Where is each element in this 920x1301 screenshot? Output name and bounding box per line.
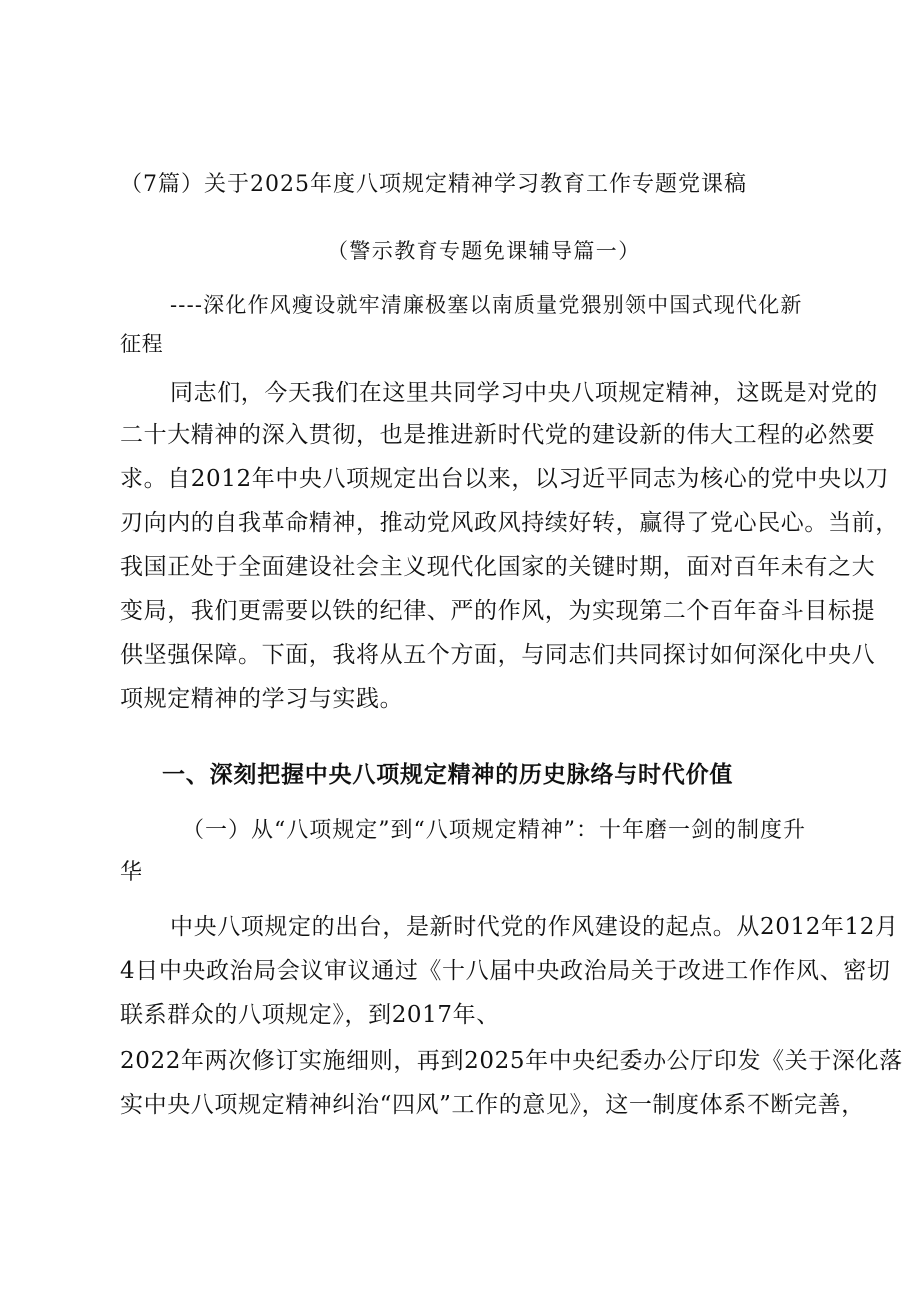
intro-line: 二十大精神的深入贯彻，也是推进新时代党的建设新的伟大工程的必然要 xyxy=(120,422,876,448)
intro-line: 项规定精神的学习与实践。 xyxy=(120,686,404,712)
intro-line: 刃向内的自我革命精神，推动党风政风持续好转，赢得了党心民心。当前， xyxy=(120,510,899,536)
subsection-heading-line-2: 华 xyxy=(120,860,143,885)
subsection-heading-line-1: （一）从“八项规定”到“八项规定精神”：十年磨一剑的制度升 xyxy=(182,818,806,843)
body-line: 中央八项规定的出台，是新时代党的作风建设的起点。从2012年12月 xyxy=(170,914,899,940)
intro-line: 同志们，今天我们在这里共同学习中央八项规定精神，这既是对党的 xyxy=(170,380,878,406)
body-line: 4日中央政治局会议审议通过《十八届中央政治局关于改进工作作风、密切 xyxy=(120,958,891,984)
intro-line: 变局，我们更需要以铁的纪律、严的作风，为实现第二个百年奋斗目标提 xyxy=(120,598,876,624)
section-heading: 一、深刻把握中央八项规定精神的历史脉络与时代价值 xyxy=(162,761,734,788)
document-theme-line-2: 征程 xyxy=(120,332,164,356)
intro-line: 我国正处于全面建设社会主义现代化国家的关键时期，面对百年未有之大 xyxy=(120,554,876,580)
intro-line: 供坚强保障。下面，我将从五个方面，与同志们共同探讨如何深化中央八 xyxy=(120,642,876,668)
intro-line: 求。自2012年中央八项规定出台以来，以习近平同志为核心的党中央以刀 xyxy=(120,466,889,492)
body-line: 联系群众的八项规定》，到2017年、 xyxy=(120,1002,500,1028)
document-title: （7篇）关于2025年度八项规定精神学习教育工作专题党课稿 xyxy=(120,172,747,197)
document-subtitle: （警示教育专题免课辅导篇一） xyxy=(327,239,641,263)
document-theme-line-1: ----深化作风瘦设就牢清廉极塞以南质量党猥别领中国式现代化新 xyxy=(170,293,803,317)
body-line: 实中央八项规定精神纠治“四风”工作的意见》，这一制度体系不断完善， xyxy=(120,1092,865,1118)
body-line: 2022年两次修订实施细则，再到2025年中央纪委办公厅印发《关于深化落 xyxy=(120,1048,903,1074)
